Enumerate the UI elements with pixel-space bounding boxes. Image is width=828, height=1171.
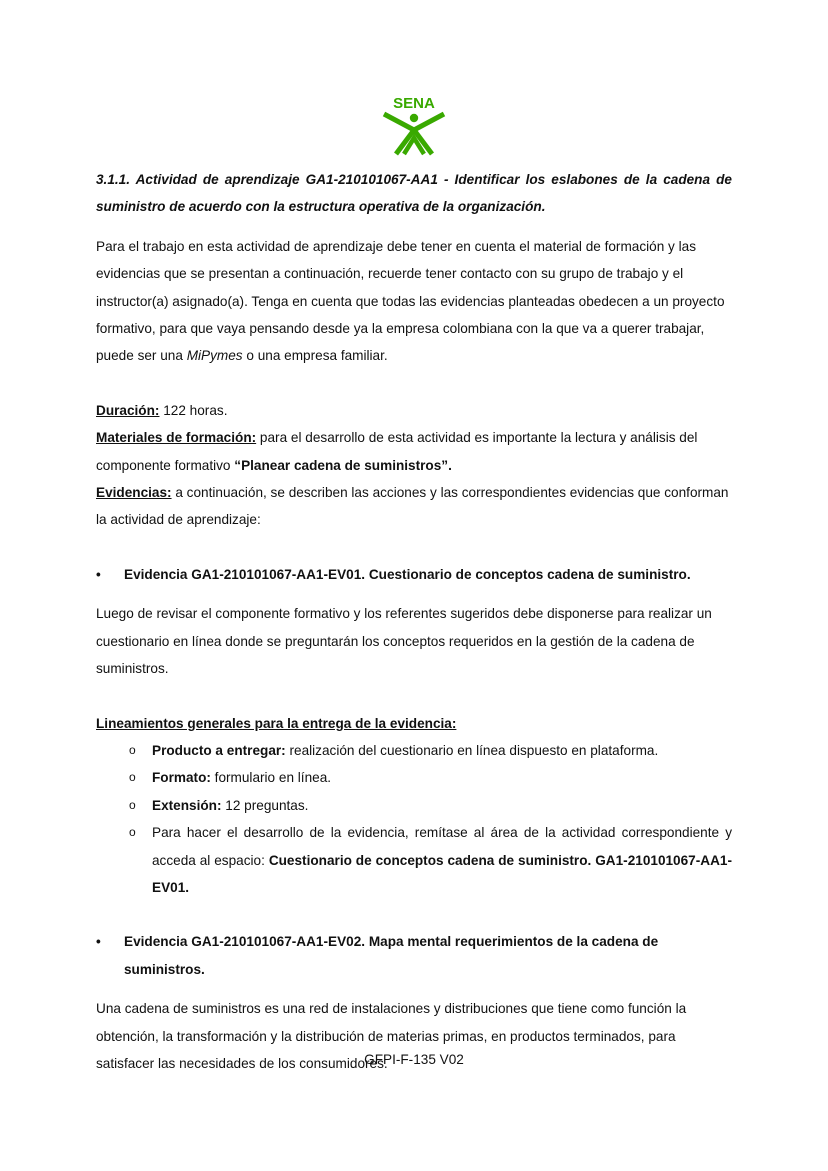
evidence-ev01-title <box>96 561 732 588</box>
duracion-label: Duración: <box>96 402 160 418</box>
item-text: realización del cuestionario en línea dispuesto en plataforma. <box>285 742 659 758</box>
item-text: Para hacer el desarrollo de la evidencia, remítase al área de la actividad correspondiente y acceda al espacio: <box>152 825 732 868</box>
item-label: Extensión: <box>152 797 222 813</box>
evidence-ev02-description: Una cadena de suministros es una red de instalaciones y distribuciones que tiene como función la obtención, la transformación y la distribución de materias primas, en productos terminados, para satisfacer las necesidades de los consumidores. <box>96 1001 687 1071</box>
circle-bullet: o <box>129 770 136 785</box>
item-text: 12 preguntas. <box>221 797 309 813</box>
circle-bullet: o <box>129 797 136 812</box>
duracion-value: 122 horas. <box>159 402 228 418</box>
intro-paragraph <box>96 233 732 370</box>
item-space-name: Cuestionario de conceptos cadena de suministro. GA1-210101067-AA1-EV01. <box>152 852 732 895</box>
circle-bullet: o <box>129 825 136 840</box>
materiales-label: Materiales de formación: <box>96 430 257 446</box>
materiales-component: “Planear cadena de suministros”. <box>234 457 452 473</box>
activity-heading: 3.1.1. Actividad de aprendizaje GA1-210101067-AA1 - Identificar los eslabones de la cadena de suministro de acuerdo con la estructura operativa de la organización. <box>96 172 732 215</box>
main-content <box>96 166 732 1077</box>
intro-text: Para el trabajo en esta actividad de aprendizaje debe tener en cuenta el material de formación y las evidencias que se presentan a continuación, recuerde tener contacto con su grupo de trabajo y el instructor(a) asignado(a). Tenga en cuenta que todas las evidencias planteadas obedecen a un proyecto formativo, para que vaya pensando desde ya la empresa colombiana con la que va a querer trabajar, puede ser una <box>96 238 725 364</box>
lineamientos-list <box>96 737 732 901</box>
list-item <box>96 737 732 764</box>
list-item <box>96 819 732 901</box>
evidence-ev01-description: Luego de revisar el componente formativo y los referentes sugeridos debe disponerse para realizar un cuestionario en línea donde se preguntarán los conceptos requeridos en la gestión de la cadena de suministros. <box>96 606 712 677</box>
intro-italic: MiPymes <box>186 348 243 364</box>
sena-logo-icon <box>378 92 450 156</box>
circle-bullet: o <box>129 742 136 757</box>
footer-code: GFPI-F-135 V02 <box>364 1052 464 1067</box>
list-item <box>96 764 732 791</box>
item-label: Producto a entregar: <box>152 742 286 758</box>
materiales-line <box>96 424 732 479</box>
list-item <box>96 792 732 819</box>
bullet-dot: • <box>96 566 101 582</box>
materiales-text: para el desarrollo de esta actividad es importante la lectura y análisis del componente formativo <box>96 430 698 473</box>
logo-text: SENA <box>393 95 435 112</box>
duracion-line <box>96 397 732 424</box>
ev02-title-text: Evidencia GA1-210101067-AA1-EV02. Mapa mental requerimientos de la cadena de suministros. <box>124 934 659 977</box>
evidence-ev02-title <box>96 928 732 983</box>
item-label: Formato: <box>152 770 211 786</box>
intro-text-end: o una empresa familiar. <box>242 348 388 364</box>
evidencias-line <box>96 479 732 534</box>
sena-logo <box>378 92 450 156</box>
evidencias-label: Evidencias: <box>96 485 172 501</box>
bullet-dot: • <box>96 934 101 950</box>
evidencias-text: a continuación, se describen las acciones y las correspondientes evidencias que conforman la actividad de aprendizaje: <box>96 485 729 528</box>
item-text: formulario en línea. <box>210 770 332 786</box>
lineamientos-title: Lineamientos generales para la entrega de la evidencia: <box>96 715 457 731</box>
ev01-title-text: Evidencia GA1-210101067-AA1-EV01. Cuestionario de conceptos cadena de suministro. <box>124 566 691 582</box>
